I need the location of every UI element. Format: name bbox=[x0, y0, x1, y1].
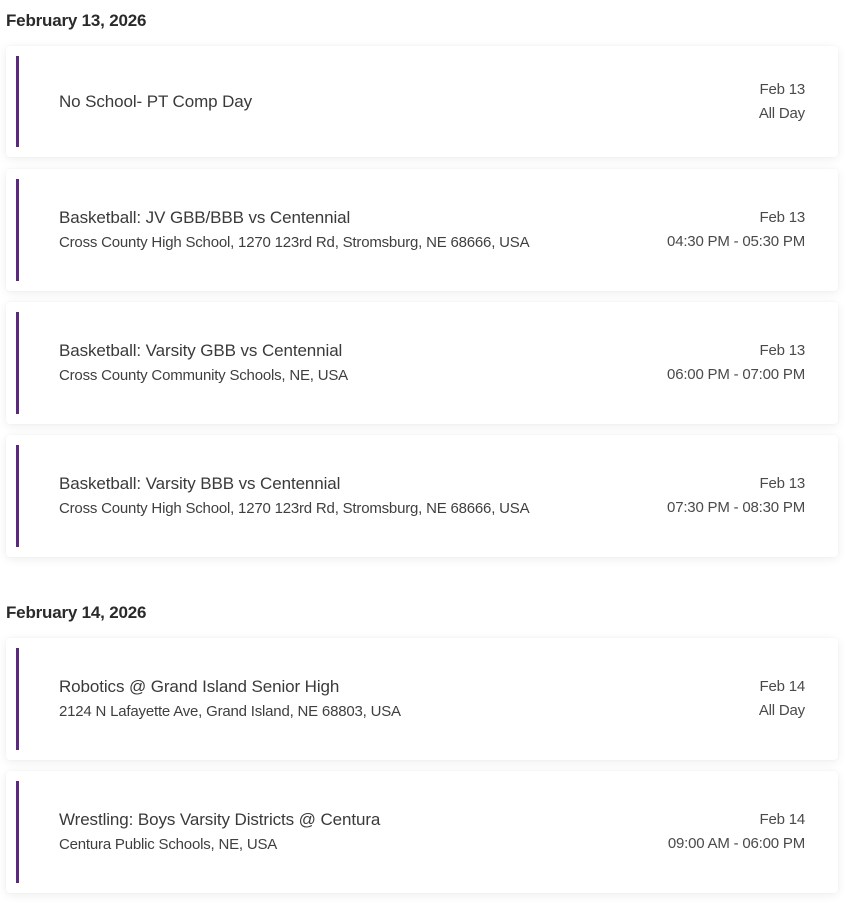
event-accent-bar bbox=[16, 312, 19, 414]
event-date: Feb 13 bbox=[759, 80, 805, 98]
event-time: All Day bbox=[758, 104, 805, 122]
event-title: Basketball: Varsity GBB vs Centennial bbox=[59, 341, 343, 360]
event-time: 04:30 PM - 05:30 PM bbox=[667, 233, 805, 250]
event-title: Robotics @ Grand Island Senior High bbox=[59, 677, 340, 696]
event-title: No School- PT Comp Day bbox=[59, 91, 253, 111]
event-time: All Day bbox=[758, 702, 805, 719]
event-time: 06:00 PM - 07:00 PM bbox=[667, 366, 805, 383]
event-card[interactable] bbox=[6, 169, 838, 291]
section-heading-feb-14: February 14, 2026 bbox=[6, 603, 147, 622]
event-date: Feb 13 bbox=[759, 209, 805, 226]
event-title: Wrestling: Boys Varsity Districts @ Centura bbox=[59, 810, 381, 829]
section-heading-feb-13: February 13, 2026 bbox=[6, 11, 147, 30]
event-location: 2124 N Lafayette Ave, Grand Island, NE 68803, USA bbox=[59, 703, 401, 720]
event-accent-bar bbox=[16, 445, 19, 547]
event-card[interactable] bbox=[6, 302, 838, 424]
event-time: 07:30 PM - 08:30 PM bbox=[667, 499, 805, 516]
event-card[interactable] bbox=[6, 46, 838, 157]
event-location: Cross County High School, 1270 123rd Rd, Stromsburg, NE 68666, USA bbox=[59, 234, 530, 251]
event-title: Basketball: JV GBB/BBB vs Centennial bbox=[59, 208, 351, 227]
event-time: 09:00 AM - 06:00 PM bbox=[667, 835, 805, 852]
event-card[interactable] bbox=[6, 435, 838, 557]
event-accent-bar bbox=[16, 648, 19, 750]
event-date: Feb 14 bbox=[759, 678, 805, 695]
event-date: Feb 13 bbox=[759, 475, 805, 492]
event-card[interactable] bbox=[6, 771, 838, 893]
event-location: Centura Public Schools, NE, USA bbox=[59, 836, 278, 853]
event-location: Cross County Community Schools, NE, USA bbox=[59, 367, 348, 384]
event-date: Feb 13 bbox=[759, 342, 805, 359]
event-accent-bar bbox=[16, 56, 19, 147]
event-date: Feb 14 bbox=[759, 811, 805, 828]
event-card[interactable] bbox=[6, 638, 838, 760]
event-title: Basketball: Varsity BBB vs Centennial bbox=[59, 474, 341, 493]
event-location: Cross County High School, 1270 123rd Rd, Stromsburg, NE 68666, USA bbox=[59, 500, 530, 517]
event-accent-bar bbox=[16, 781, 19, 883]
event-accent-bar bbox=[16, 179, 19, 281]
